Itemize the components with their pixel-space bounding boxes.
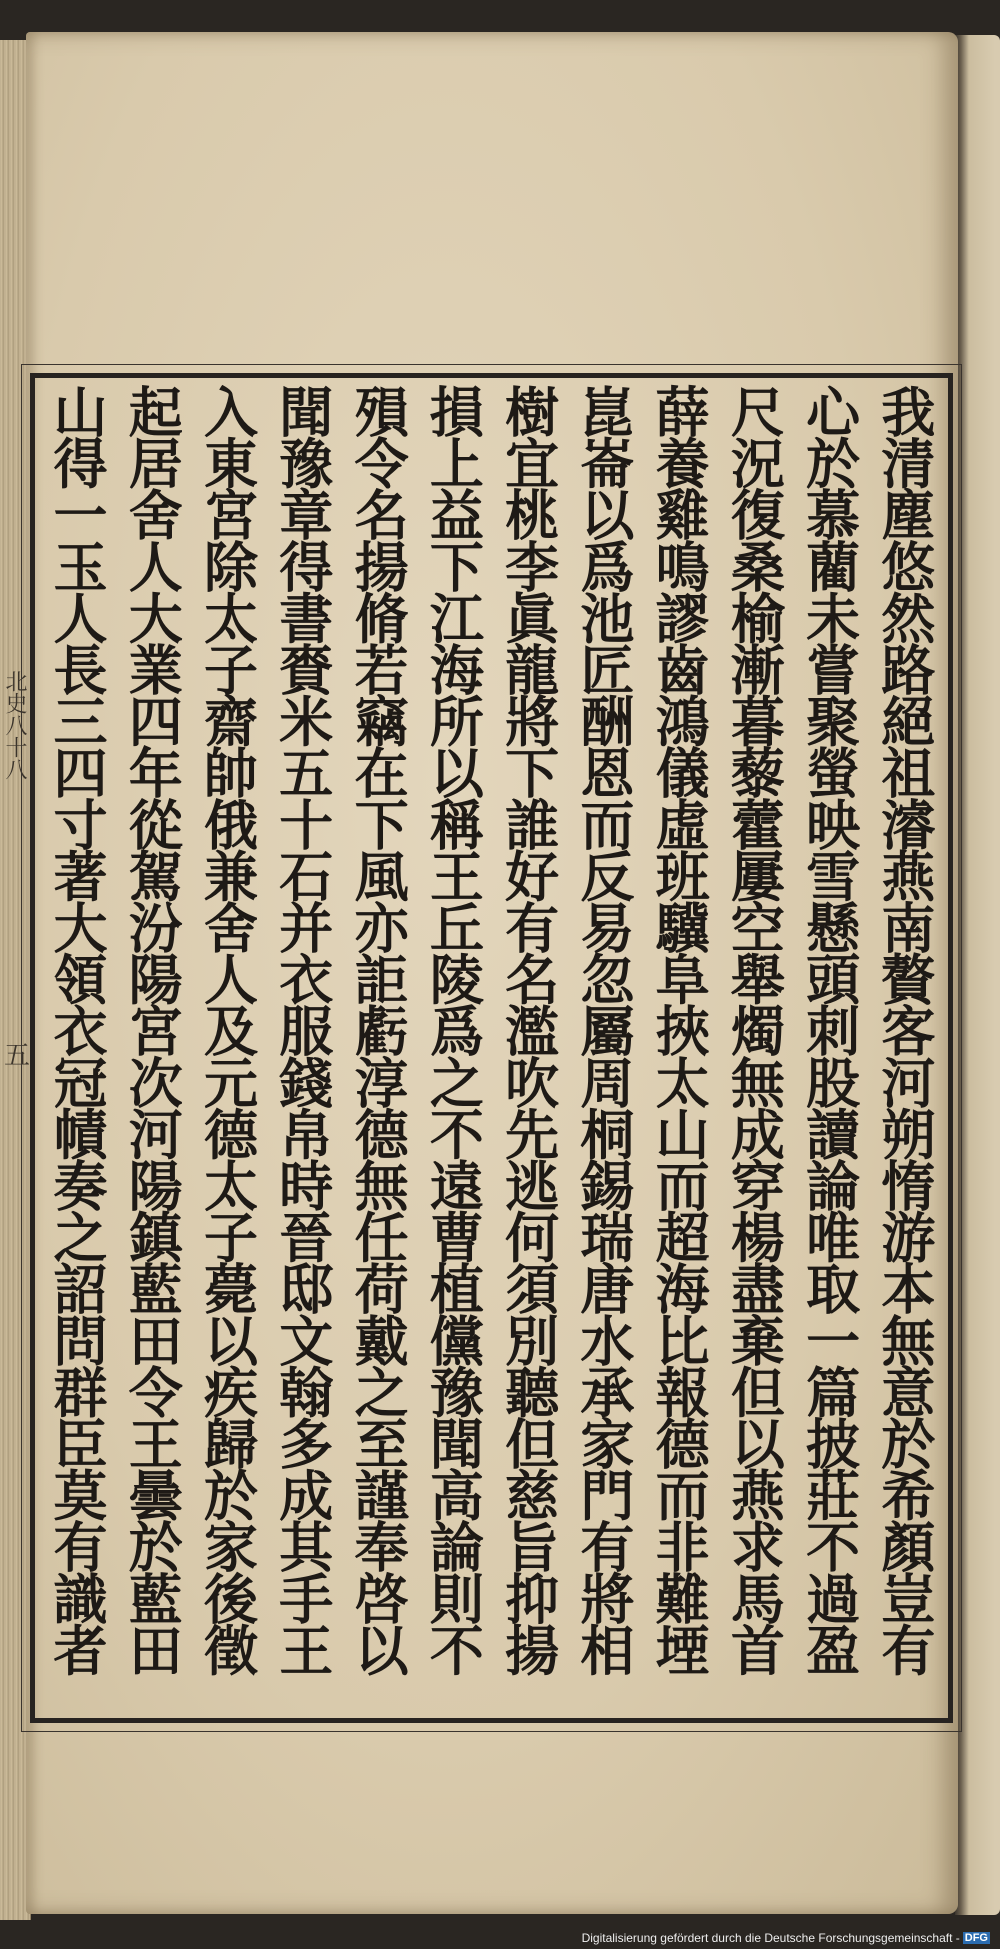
text-column: 尺況復桑榆漸暮藜藿屢空舉燭無成穿楊盡棄但以燕求馬首 [722,384,787,1675]
text-block [34,378,948,1718]
fold-title: 北史八十八 [2,670,27,780]
text-column: 崑崙以爲池匠酬恩而反易忽屬周桐錫瑞唐水承家門有將相 [571,384,636,1675]
text-column: 山得一玉人長三四寸著大領衣冠幘奏之詔問群臣莫有識者 [45,384,109,1675]
text-column: 起居舍人大業四年從駕汾陽宮次河陽鎮藍田令王曇於藍田 [120,384,185,1675]
credit-text: Digitalisierung gefördert durch die Deutsche Forschungsgemeinschaft - [581,1931,960,1945]
text-column: 我清塵悠然路絕祖濬燕南贅客河朔惰游本無意於希顏豈有 [872,384,937,1675]
text-column: 心於慕藺未嘗聚螢映雪懸頭刺股讀論唯取一篇披莊不過盈 [797,384,862,1675]
text-column: 損上益下江海所以稱王丘陵爲之不遠曹植儻豫聞高論則不 [421,384,486,1675]
digitization-credit [582,1931,990,1945]
dfg-logo: DFG [964,1932,988,1944]
text-column: 聞豫章得書賚米五十石并衣服錢帛時晉邸文翰多成其手王 [270,384,335,1675]
text-column: 殞令名揚脩若竊在下風亦詎虧淳德無任荷戴之至謹奉啓以 [346,384,411,1675]
text-column: 入東宮除太子齋帥俄兼舍人及元德太子薨以疾歸於家後徵 [195,384,260,1675]
fold-page-number: 五 [4,1041,31,1071]
text-column: 樹宜桃李眞龍將下誰好有名濫吹先逃何須別聽但慈旨抑揚 [496,384,561,1675]
text-column: 薛養雞鳴謬齒鴻儀虛班驥阜挾太山而超海比報德而非難堙 [647,384,712,1675]
